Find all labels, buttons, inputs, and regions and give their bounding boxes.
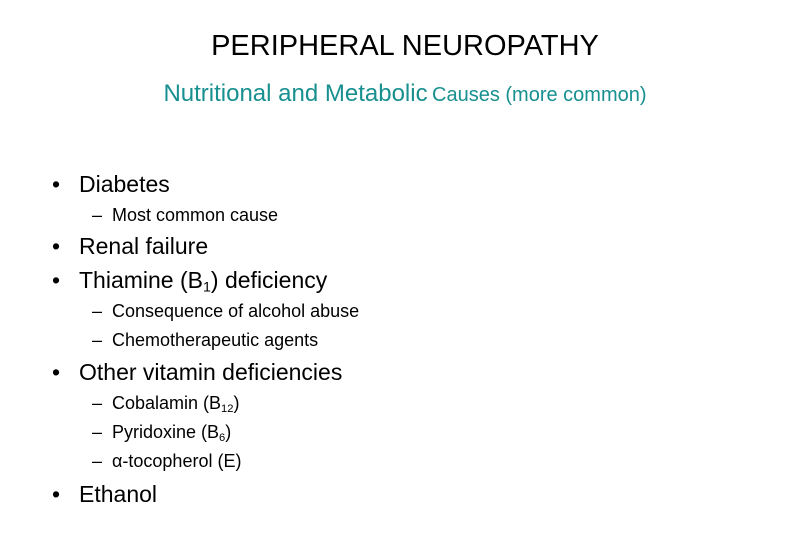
dash-marker: – [92, 301, 103, 321]
dash-marker: – [92, 330, 103, 350]
subitem-text: Consequence of alcohol abuse [112, 301, 360, 321]
subtitle-note: Causes (more common) [432, 84, 647, 106]
bullet-text [79, 266, 327, 294]
bullet-marker: • [52, 267, 61, 293]
subitem-text [112, 391, 239, 415]
text-part: ) deficiency [210, 267, 328, 293]
text-part: ) [233, 393, 240, 413]
bullet-marker: • [52, 481, 61, 507]
dash-marker: – [92, 393, 103, 413]
subscript: 1 [202, 279, 211, 296]
bullet-text: Ethanol [79, 481, 158, 507]
subitem-text: Chemotherapeutic agents [112, 330, 319, 350]
subitem-text [112, 420, 231, 444]
text-part: ) [225, 422, 232, 442]
slide-subtitle [0, 78, 810, 113]
subscript: 6 [219, 431, 226, 444]
text-part: Thiamine (B [79, 267, 203, 293]
text-part: Cobalamin (B [112, 393, 222, 413]
subitem-text: Most common cause [112, 205, 279, 225]
bullet-marker: • [52, 359, 61, 385]
bullet-marker: • [52, 233, 61, 259]
slide-title: PERIPHERAL NEUROPATHY [211, 30, 599, 62]
dash-marker: – [92, 451, 103, 471]
subtitle-main: Nutritional and Metabolic [163, 80, 428, 107]
bullet-marker: • [52, 171, 61, 197]
bullet-text: Diabetes [79, 171, 170, 197]
subscript: 12 [221, 402, 234, 415]
dash-marker: – [92, 422, 103, 442]
bullet-text: Other vitamin deficiencies [79, 359, 343, 385]
text-part: Pyridoxine (B [112, 422, 220, 442]
bullet-text: Renal failure [79, 233, 209, 259]
dash-marker: – [92, 205, 103, 225]
subitem-text: α-tocopherol (E) [112, 451, 242, 471]
